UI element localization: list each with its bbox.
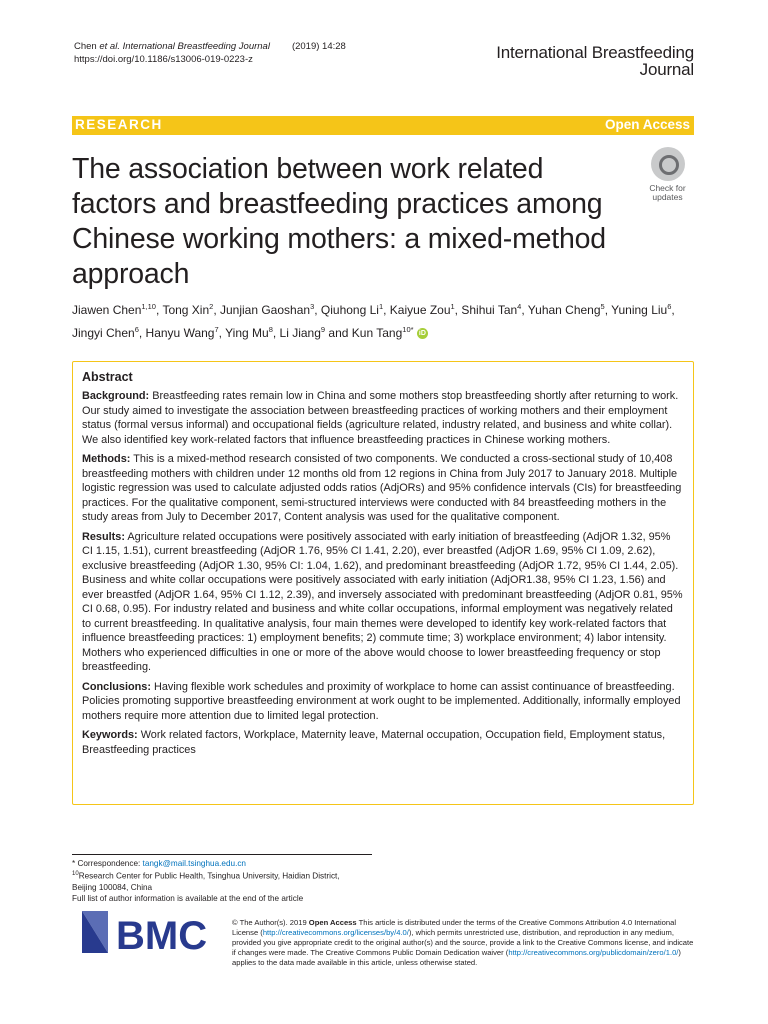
affiliation: $^{10}$Research Center for Public Health, Tsinghua University, Haidian District, (72, 871, 340, 881)
author-name: Li Jiang$^9$ (279, 325, 326, 340)
article-type-label: RESEARCH (75, 117, 163, 132)
orcid-icon[interactable]: iD (418, 330, 426, 338)
check-updates-text: Check for updates (649, 183, 686, 202)
doi-link[interactable]: https://doi.org/10.1186/s13006-019-0223-z (74, 54, 253, 65)
article-title: The association between work related factors and breastfeeding practices among Chinese working mothers: a mixed-method approach (72, 153, 606, 290)
author-name: Qiuhong Li$^1$ (320, 302, 384, 317)
check-for-updates-badge[interactable] (641, 147, 694, 202)
license-link-zero[interactable]: http://creativecommons.org/publicdomain/zero/1.0/ (508, 948, 679, 957)
citation-year: (2019) 14:28 (291, 41, 346, 52)
bmc-logo-text: BMC (116, 914, 208, 957)
author-name: Jingyi Chen$^6$ (72, 325, 139, 340)
author-name: Kaiyue Zou$^1$ (389, 302, 455, 317)
journal-name-line1: International Breastfeeding (496, 43, 694, 62)
journal-name-line2: Journal (639, 60, 694, 79)
author-name: Ying Mu$^8$ (225, 325, 273, 340)
bmc-logo (82, 909, 216, 957)
article-type-banner (72, 116, 694, 135)
citation-authors: Chen (74, 41, 100, 52)
journal-name (496, 44, 694, 78)
citation-journal: et al. International Breastfeeding Journal (99, 41, 270, 52)
abstract-box (72, 361, 694, 805)
author-name: Shihui Tan$^4$ (461, 302, 522, 317)
license-statement: © The Author(s). 2019 Open Access This article is distributed under the terms of the Creative Commons Attribution 4.0 International License (http://creativecommons.org/licenses/by/4.0/), which permits unrestricted use, distribution, and reproduction in any medium, provided you give appropriate credit to the original author(s) and the source, provide a link to the Creative Commons license, and indicate if changes were made. The Creative Commons Public Domain Dedication waiver (http://creativecommons.org/publicdomain/zero/1.0/) applies to the data made available in this article, unless otherwise stated. (232, 918, 694, 967)
abstract-heading: Abstract (82, 370, 133, 384)
correspondence-email[interactable]: tangk@mail.tsinghua.edu.cn (142, 859, 246, 868)
abstract-conclusions: Conclusions: Having flexible work schedules and proximity of workplace to home can assist continuance of breastfeeding. Policies promoting supportive breastfeeding environment at work ought to be implemented. Additionally, informally employed mothers require more attention due to limited legal protection. (82, 680, 681, 722)
abstract-results: Results: Agriculture related occupations were positively associated with early initiation of breastfeeding (AdjOR 1.32, 95% CI 1.15, 1.51), current breastfeeding (AdjOR 1.76, 95% CI 1.41, 2.20), ever breastfed (AdjOR 1.69, 95% CI 1.09, 2.62), exclusive breastfeeding (AdjOR 1.30, 95% CI: 1.04, 1.62), and predominant breastfeeding (AdjOR 1.72, 95% CI 1.44, 2.05). Business and white collar occupations were positively associated with early initiation (AdjOR1.38, 95% CI 1.23, 1.56) and ever breastfed (AdjOR 1.64, 95% CI 1.12, 2.39), and inversely associated with predominant breastfeeding (AdjOR 0.81, 95% CI 0.68, 0.95). For industry related and business and white collar occupations, informal employment was negatively related to current breastfeeding. In qualitative analysis, four main themes were developed to identify key work-related factors that influence breastfeeding practices: 1) employment benefits; 2) commute time; 3) workplace environment; 4) labor intensity. Mothers who experienced difficulties in one or more of the above would choose to lower breastfeeding frequency or stop breastfeeding. (82, 530, 683, 673)
abstract-methods: Methods: This is a mixed-method research consisted of two components. We conducted a cross-sectional study of 10,408 breastfeeding mothers with children under 12 months old from 12 regions in China from July 2017 to January 2018. Multiple logistic regression was used to calculate adjusted odds ratios (AdjORs) and 95% confidence intervals (CIs) for breastfeeding practices. For the qualitative component, semi-structured interviews were conducted with 84 breastfeeding mothers in the study areas from July to December 2017, Content analysis was used for the qualitative component. (82, 453, 682, 523)
author-name: Yuhan Cheng$^5$ (527, 302, 605, 317)
license-link-by[interactable]: http://creativecommons.org/licenses/by/4.0/ (262, 928, 409, 937)
affiliation-line2: Beijing 100084, China (72, 882, 153, 892)
abstract-background: Background: Breastfeeding rates remain low in China and some mothers stop breastfeeding shortly after returning to work. Our study aimed to investigate the association between breastfeeding practices of working mothers and their employment status (formal versus informal) and occupational fields (agriculture related, industry related, and business and white collar). We also identified key work-related factors that influence breastfeeding practices in Chinese working mothers. (82, 390, 679, 446)
author-name: Junjian Gaoshan$^3$ (219, 302, 315, 317)
author-name: Jiawen Chen$^{1,10}$ (72, 302, 156, 317)
author-list: Jiawen Chen$^{1,10}$, Tong Xin$^2$, Junjian Gaoshan$^3$, Qiuhong Li$^1$, Kaiyue Zou$^1$, Shihui Tan$^4$, Yuhan Cheng$^5$, Yuning Liu$^6$, Jingyi Chen$^6$, Hanyu Wang$^7$, Ying Mu$^8$, Li Jiang$^9$ and Kun Tang$^{10*}$ iD (72, 302, 675, 340)
footnotes (72, 854, 372, 904)
author-name: Yuning Liu$^6$ (611, 302, 672, 317)
author-name: Kun Tang$^{10*}$ (351, 325, 414, 340)
correspondence: * Correspondence: tangk@mail.tsinghua.edu.cn (72, 859, 246, 868)
abstract-keywords: Keywords: Work related factors, Workplace, Maternity leave, Maternal occupation, Occupation field, Employment status, Breastfeeding practices (82, 729, 666, 756)
open-access-label: Open Access (604, 117, 690, 132)
author-name: Tong Xin$^2$ (162, 302, 214, 317)
check-updates-icon (651, 147, 685, 181)
full-author-info-note: Full list of author information is available at the end of the article (72, 893, 304, 903)
author-name: Hanyu Wang$^7$ (145, 325, 219, 340)
citation-header (74, 40, 346, 66)
